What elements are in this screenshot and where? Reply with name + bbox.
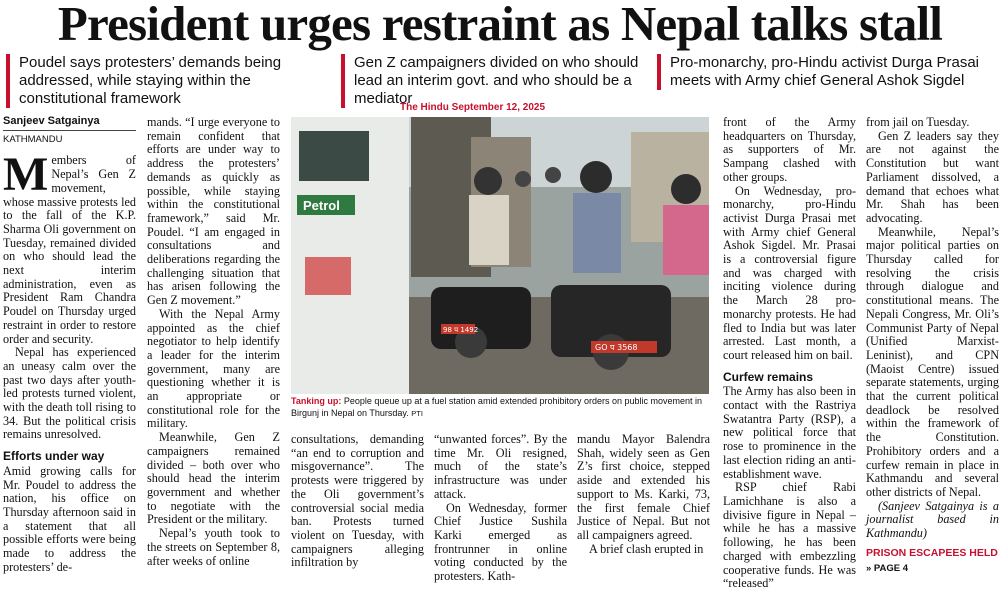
- column-5: [577, 432, 710, 556]
- author-note: (Sanjeev Satgainya is a journalist based in Kathmandu): [866, 498, 999, 541]
- subhead-efforts: Efforts under way: [3, 449, 105, 464]
- deck-2: Gen Z campaigners divided on who should lead an interim govt. and who should be a mediator: [341, 54, 654, 108]
- paragraph: A brief clash erupted in: [589, 541, 704, 556]
- paragraph: The Army has also been in contact with the Rastriya Swatantra Party (RSP), a new political force that rose to prominence in the last election riding an anti-establishment wave.: [723, 384, 856, 481]
- deck-row: [0, 54, 1000, 107]
- paragraph: On Wednesday, former Chief Justice Sushila Karki emerged as frontrunner in online voting conducted by the protesters. Kath-: [434, 500, 567, 584]
- paragraph: RSP chief Rabi Lamichhane is also a divisive figure in Nepal – while he has a massive following, he has been charged with embezzling cooperative funds. He was “released”: [723, 480, 856, 591]
- related-story-head: PRISON ESCAPEES HELD: [866, 546, 998, 559]
- paragraph: front of the Army headquarters on Thursday, as supporters of Mr. Sampang clashed with other groups.: [723, 115, 856, 184]
- paragraph: mands. “I urge everyone to remain confident that efforts are under way to address the protesters’ demands as quickly as possible, while staying within the constitutional framework,” said Mr. Poudel. “I am engaged in consultations and deliberations regarding the challenging situation that has arisen following the Gen Z movement.”: [147, 115, 280, 308]
- deck-1: Poudel says protesters’ demands being addressed, while staying within the constitutional framework: [6, 54, 339, 108]
- paragraph: Nepal has experienced an uneasy calm over the past two days after youth-led protests turned violent, with the death toll rising to 34. But the political crisis remains unresolved.: [3, 345, 136, 442]
- paragraph: Nepal’s youth took to the streets on September 8, after weeks of online: [147, 526, 280, 568]
- paragraph: With the Nepal Army appointed as the chief negotiator to help identify a leader for the interim government, many are questioning whether it is an appropriate or constitutional role for the military.: [147, 306, 280, 431]
- caption-text: People queue up at a fuel station amid extended prohibitory orders on public movement in Birgunj in Nepal on Thursday.: [291, 396, 703, 418]
- headline: President urges restraint as Nepal talks stall: [57, 0, 943, 51]
- column-3: [291, 432, 424, 570]
- column-2: [147, 115, 280, 568]
- related-story-link[interactable]: » PAGE 4: [866, 562, 909, 574]
- plate-1: 98 प 1492: [443, 326, 479, 334]
- news-photo: [291, 117, 709, 394]
- pump-sign: Petrol: [303, 198, 340, 213]
- paragraph: from jail on Tuesday.: [866, 115, 970, 129]
- byline: Sanjeev Satgainya: [3, 115, 136, 131]
- column-7: [866, 115, 999, 574]
- paragraph: Members of Nepal’s Gen Z movement, whose massive protests led to the fall of the K.P. Sharma Oli government on Tuesday, remained divided on who should lead the next interim administration, even as President Ram Chandra Poudel on Thursday urged restraint in order to restore order and security.: [3, 148, 136, 346]
- paragraph: Meanwhile, Gen Z campaigners remained divided – both over who should head the interim government and whether to negotiate with the President or the military.: [147, 430, 280, 527]
- subhead-curfew: Curfew remains: [723, 369, 814, 384]
- column-6: [723, 115, 856, 591]
- column-4: [434, 432, 567, 584]
- paragraph: Amid growing calls for Mr. Poudel to address the nation, his office on Thursday afternoon said in a statement that all possible efforts were being made to address the protesters’ de-: [3, 463, 136, 574]
- photo-caption: [291, 396, 709, 419]
- column-1: [3, 115, 136, 574]
- paragraph: Gen Z leaders say they are not against the Constitution but want Parliament dissolved, a demand that echoes what Mr. Shah has been advocating.: [866, 128, 999, 225]
- photo-credit: PTI: [411, 408, 423, 418]
- deck-3: Pro-monarchy, pro-Hindu activist Durga Prasai meets with Army chief General Ashok Sigdel: [657, 54, 1000, 90]
- plate-2: GO प 3568: [595, 343, 638, 352]
- paragraph: mandu Mayor Balendra Shah, widely seen as Gen Z’s first choice, stepped aside and extended his support to Ms. Karki, 73, the first female Chief Justice of Nepal. But not all campaigners agreed.: [577, 432, 710, 542]
- paragraph: Meanwhile, Nepal’s major political parties on Thursday called for resolving the crisis through dialogue and constitutional means. The Nepali Congress, Mr. Oli’s Communist Party of Nepal (Unified Marxist-Leninist), and CPN (Maoist Centre) issued separate statements, urging that the current political deadlock be resolved within the framework of the Constitution. Prohibitory orders and a curfew remain in place in Kathmandu and several other districts of Nepal.: [866, 224, 999, 499]
- paragraph: On Wednesday, pro-monarchy, pro-Hindu activist Durga Prasai met with Army chief General Ashok Sigdel. Mr. Prasai is a controversial figure and was charged with inciting violence during the March 28 pro-monarchy protests. He had fled to India but was later arrested. Last month, a court released him on bail.: [723, 183, 856, 362]
- caption-lead: Tanking up:: [291, 396, 342, 406]
- paragraph: consultations, demanding “an end to corruption and misgovernance”. The protests were triggered by the Oli government’s controversial social media ban. Protests turned violent on Tuesday, with campaigners alleging infiltration by: [291, 432, 424, 570]
- source-line: The Hindu September 12, 2025: [400, 102, 546, 113]
- drop-cap: M: [3, 148, 49, 202]
- fuel-station-photo: [291, 117, 709, 394]
- paragraph: “unwanted forces”. By the time Mr. Oli resigned, much of the state’s infrastructure was under attack.: [434, 432, 567, 501]
- dateline: KATHMANDU: [3, 133, 63, 145]
